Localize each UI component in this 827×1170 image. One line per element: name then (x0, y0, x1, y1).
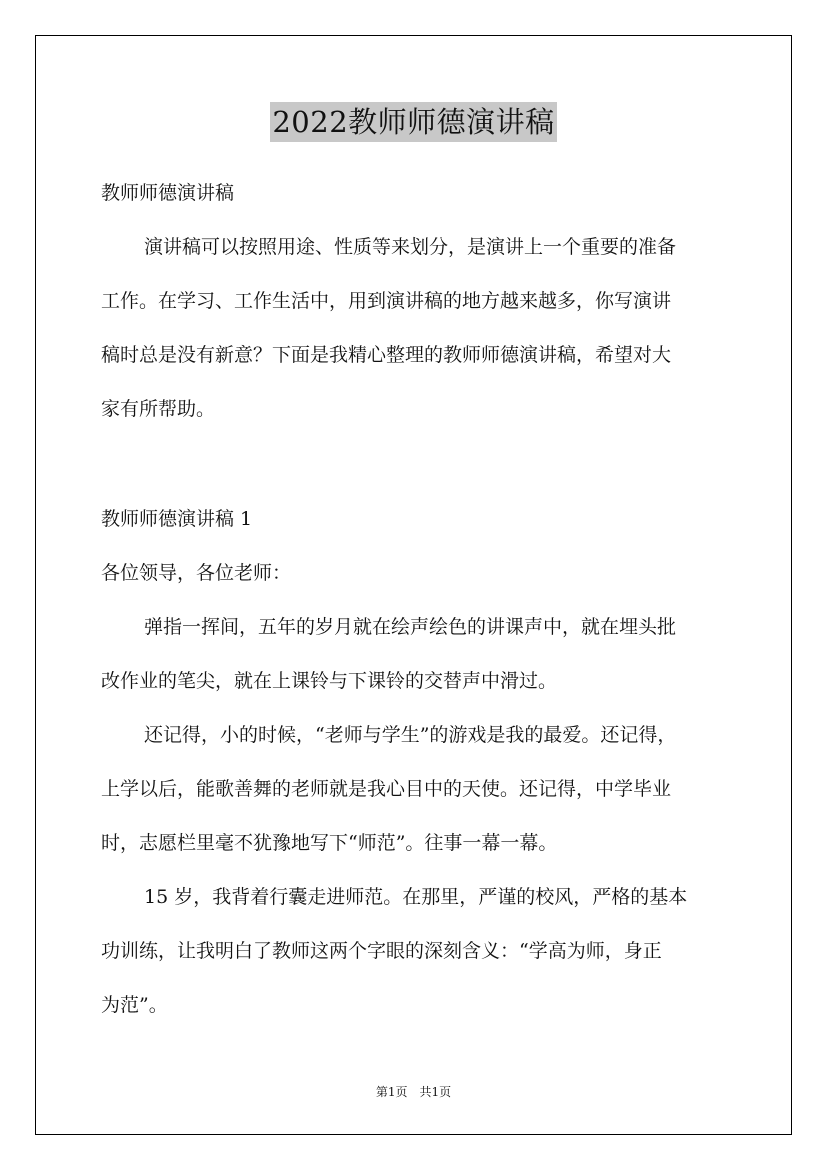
body-line-4: 上学以后，能歌善舞的老师就是我心目中的天使。还记得，中学毕业 (101, 778, 672, 800)
body-line-1: 弹指一挥间，五年的岁月就在绘声绘色的讲课声中，就在埋头批 (144, 616, 677, 638)
subtitle: 教师师德演讲稿 (101, 182, 235, 204)
body-line-8: 为范”。 (101, 994, 168, 1016)
greeting: 各位领导，各位老师： (101, 562, 292, 584)
page-number: 第1页 共1页 (375, 1085, 452, 1099)
body-line-3: 还记得，小的时候，“老师与学生”的游戏是我的最爱。还记得， (144, 724, 677, 746)
section-heading: 教师师德演讲稿 1 (101, 508, 253, 530)
document-title: 2022教师师德演讲稿 (270, 102, 556, 142)
body-line-5: 时，志愿栏里毫不犹豫地写下“师范”。往事一幕一幕。 (101, 832, 558, 854)
intro-line-4: 家有所帮助。 (101, 398, 216, 420)
intro-line-2: 工作。在学习、工作生活中，用到演讲稿的地方越来越多，你写演讲 (101, 290, 672, 312)
title-container (0, 102, 827, 142)
body-line-2: 改作业的笔尖，就在上课铃与下课铃的交替声中滑过。 (101, 670, 558, 692)
intro-line-3: 稿时总是没有新意？下面是我精心整理的教师师德演讲稿，希望对大 (101, 344, 672, 366)
body-line-6: 15 岁，我背着行囊走进师范。在那里，严谨的校风，严格的基本 (144, 886, 688, 908)
intro-line-1: 演讲稿可以按照用途、性质等来划分，是演讲上一个重要的准备 (144, 236, 677, 258)
body-line-7: 功训练，让我明白了教师这两个字眼的深刻含义：“学高为师，身正 (101, 940, 662, 962)
